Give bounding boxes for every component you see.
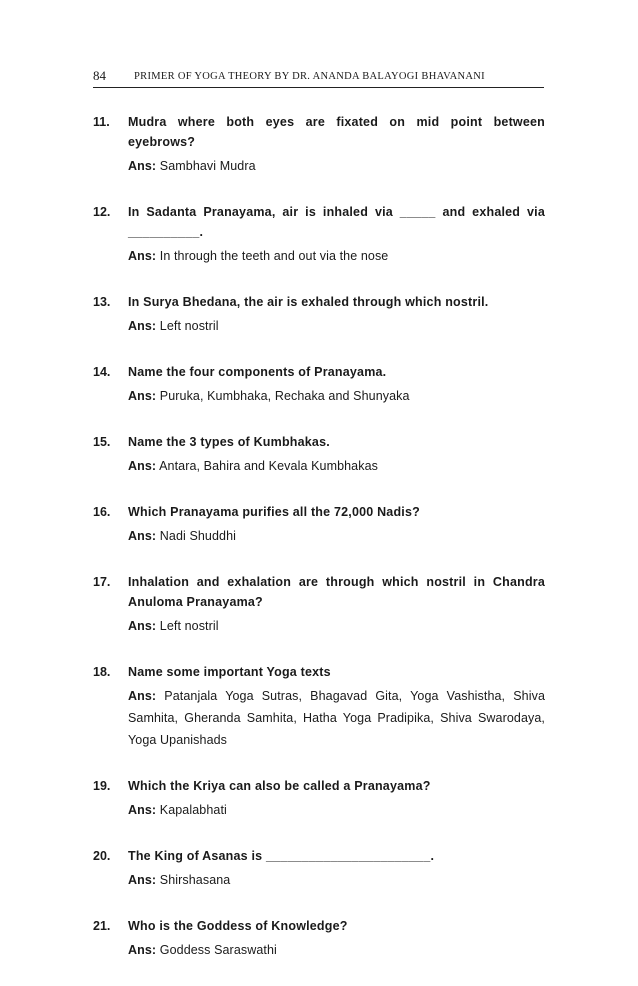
qa-item <box>93 202 545 267</box>
question-text: Name the 3 types of Kumbhakas. <box>128 435 330 449</box>
question-text: Which Pranayama purifies all the 72,000 Nadis? <box>128 505 420 519</box>
question-text: Name the four components of Pranayama. <box>128 365 387 379</box>
answer-text: Left nostril <box>159 619 219 633</box>
answer-text: Antara, Bahira and Kevala Kumbhakas <box>159 459 378 473</box>
question-number: 15. <box>93 435 111 449</box>
question-number: 21. <box>93 919 111 933</box>
answer-line <box>128 245 545 267</box>
question-text: Which the Kriya can also be called a Pranayama? <box>128 779 431 793</box>
qa-item <box>93 502 545 547</box>
question-text: Name some important Yoga texts <box>128 665 331 679</box>
qa-item <box>93 662 545 751</box>
answer-text: Sambhavi Mudra <box>159 159 256 173</box>
answer-line <box>128 315 545 337</box>
question-number: 11. <box>93 115 110 129</box>
running-head: PRIMER OF YOGA THEORY BY DR. ANANDA BALAYOGI BHAVANANI <box>134 71 485 82</box>
answer-line <box>128 615 545 637</box>
question-text: In Surya Bhedana, the air is exhaled through which nostril. <box>128 295 489 309</box>
answer-label: Ans: <box>128 459 157 473</box>
question-number: 14. <box>93 365 111 379</box>
answer-text: Shirshasana <box>159 873 231 887</box>
answer-text: Nadi Shuddhi <box>159 529 237 543</box>
answer-label: Ans: <box>128 803 157 817</box>
qa-item <box>93 112 545 177</box>
answer-label: Ans: <box>128 689 157 703</box>
question-number: 13. <box>93 295 111 309</box>
answer-label: Ans: <box>128 319 157 333</box>
answer-line <box>128 869 545 891</box>
answer-text: Goddess Saraswathi <box>159 943 277 957</box>
answer-label: Ans: <box>128 159 157 173</box>
question-text: Mudra where both eyes are fixated on mid point between eyebrows? <box>128 115 545 149</box>
question-text: In Sadanta Pranayama, air is inhaled via _____ and exhaled via __________. <box>128 205 545 239</box>
answer-text: In through the teeth and out via the nose <box>159 249 389 263</box>
question-list <box>93 112 545 986</box>
page-header <box>93 69 544 88</box>
answer-label: Ans: <box>128 249 157 263</box>
answer-label: Ans: <box>128 873 157 887</box>
answer-line <box>128 525 545 547</box>
question-number: 12. <box>93 205 111 219</box>
answer-line <box>128 939 545 961</box>
question-text: Who is the Goddess of Knowledge? <box>128 919 348 933</box>
answer-label: Ans: <box>128 389 157 403</box>
qa-item <box>93 572 545 637</box>
question-number: 18. <box>93 665 111 679</box>
question-number: 16. <box>93 505 111 519</box>
question-text: Inhalation and exhalation are through which nostril in Chandra Anuloma Pranayama? <box>128 575 545 609</box>
page-number: 84 <box>93 68 106 83</box>
question-number: 19. <box>93 779 111 793</box>
qa-item <box>93 846 545 891</box>
answer-label: Ans: <box>128 619 157 633</box>
answer-line <box>128 799 545 821</box>
answer-label: Ans: <box>128 943 157 957</box>
question-text: The King of Asanas is _______________________. <box>128 849 435 863</box>
question-number: 17. <box>93 575 111 589</box>
answer-text: Kapalabhati <box>159 803 227 817</box>
answer-line <box>128 455 545 477</box>
qa-item <box>93 776 545 821</box>
answer-line <box>128 155 545 177</box>
question-number: 20. <box>93 849 111 863</box>
answer-line <box>128 685 545 751</box>
qa-item <box>93 432 545 477</box>
answer-label: Ans: <box>128 529 157 543</box>
answer-line <box>128 385 545 407</box>
qa-item <box>93 916 545 961</box>
qa-item <box>93 292 545 337</box>
answer-text: Puruka, Kumbhaka, Rechaka and Shunyaka <box>159 389 410 403</box>
qa-item <box>93 362 545 407</box>
answer-text: Left nostril <box>159 319 219 333</box>
answer-text: Patanjala Yoga Sutras, Bhagavad Gita, Yoga Vashistha, Shiva Samhita, Gheranda Samhita, Hatha Yoga Pradipika, Shiva Swarodaya, Yoga Upanishads <box>128 689 545 747</box>
